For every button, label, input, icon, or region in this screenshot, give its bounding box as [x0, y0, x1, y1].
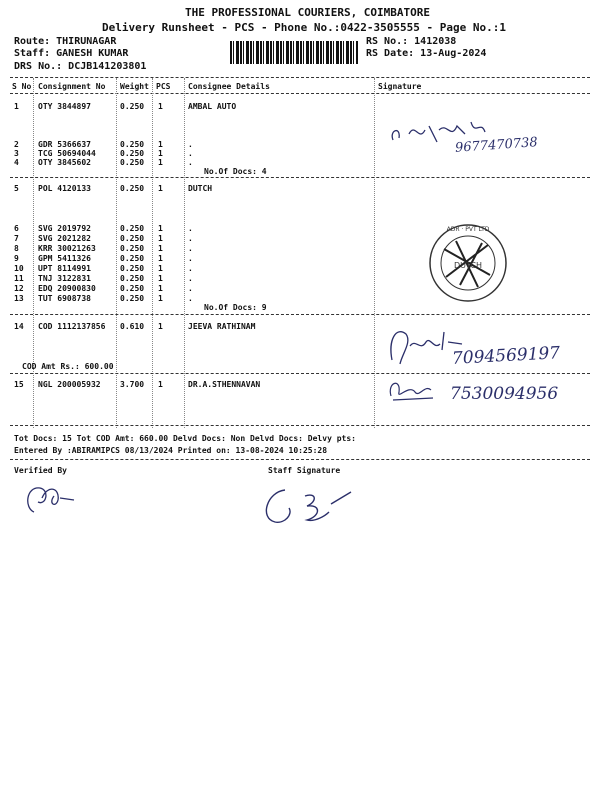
rule	[10, 77, 590, 78]
column-divider	[374, 78, 375, 428]
rule	[10, 425, 590, 426]
rule	[10, 93, 590, 94]
verified-by-label: Verified By	[14, 466, 67, 475]
rs-number: RS No.: 1412038	[366, 36, 457, 47]
rule	[10, 373, 590, 374]
column-divider	[184, 78, 185, 428]
column-divider	[116, 78, 117, 428]
barcode	[230, 41, 358, 64]
rule	[10, 177, 590, 178]
stamp-text: DUTCH	[453, 261, 483, 270]
docs-count: No.Of Docs: 9	[204, 303, 267, 312]
drs-number: DRS No.: DCJB141203801	[14, 61, 147, 72]
runsheet-title: Delivery Runsheet - PCS - Phone No.:0422-3505555 - Page No.:1	[102, 21, 506, 34]
rule	[10, 459, 590, 460]
totals-line: Tot Docs: 15 Tot COD Amt: 660.00 Delvd Docs: Non Delvd Docs: Delvy pts:	[14, 434, 356, 443]
col-signature: Signature	[378, 82, 422, 91]
route-label: Route: THIRUNAGAR	[14, 36, 117, 47]
entered-by-line: Entered By :ABIRAMIPCS 08/13/2024 Printed on: 13-08-2024 10:25:28	[14, 446, 328, 455]
stamp-ring-text: ADR · PVT LTD	[446, 226, 490, 233]
staff-signature-label: Staff Signature	[268, 466, 341, 475]
col-consignee: Consignee Details	[188, 82, 270, 91]
signature-4	[385, 374, 445, 404]
col-consignment: Consignment No	[38, 82, 106, 91]
signature-1-phone: 9677470738	[454, 135, 539, 156]
rs-date: RS Date: 13-Aug-2024	[366, 48, 487, 59]
verifier-signature	[20, 478, 80, 518]
column-divider	[152, 78, 153, 428]
company-stamp	[420, 215, 520, 315]
col-pcs: PCS	[156, 82, 171, 91]
staff-signature	[255, 482, 365, 532]
staff-label: Staff: GANESH KUMAR	[14, 48, 129, 59]
cod-amount: COD Amt Rs.: 600.00	[22, 362, 114, 371]
signature-3-phone: 7094569197	[451, 343, 561, 369]
company-name: THE PROFESSIONAL COURIERS, COIMBATORE	[185, 6, 431, 19]
col-weight: Weight	[120, 82, 149, 91]
signature-4-phone: 7530094956	[450, 384, 559, 404]
docs-count: No.Of Docs: 4	[204, 167, 267, 176]
col-sno: S No	[12, 82, 32, 91]
column-divider	[33, 78, 34, 428]
